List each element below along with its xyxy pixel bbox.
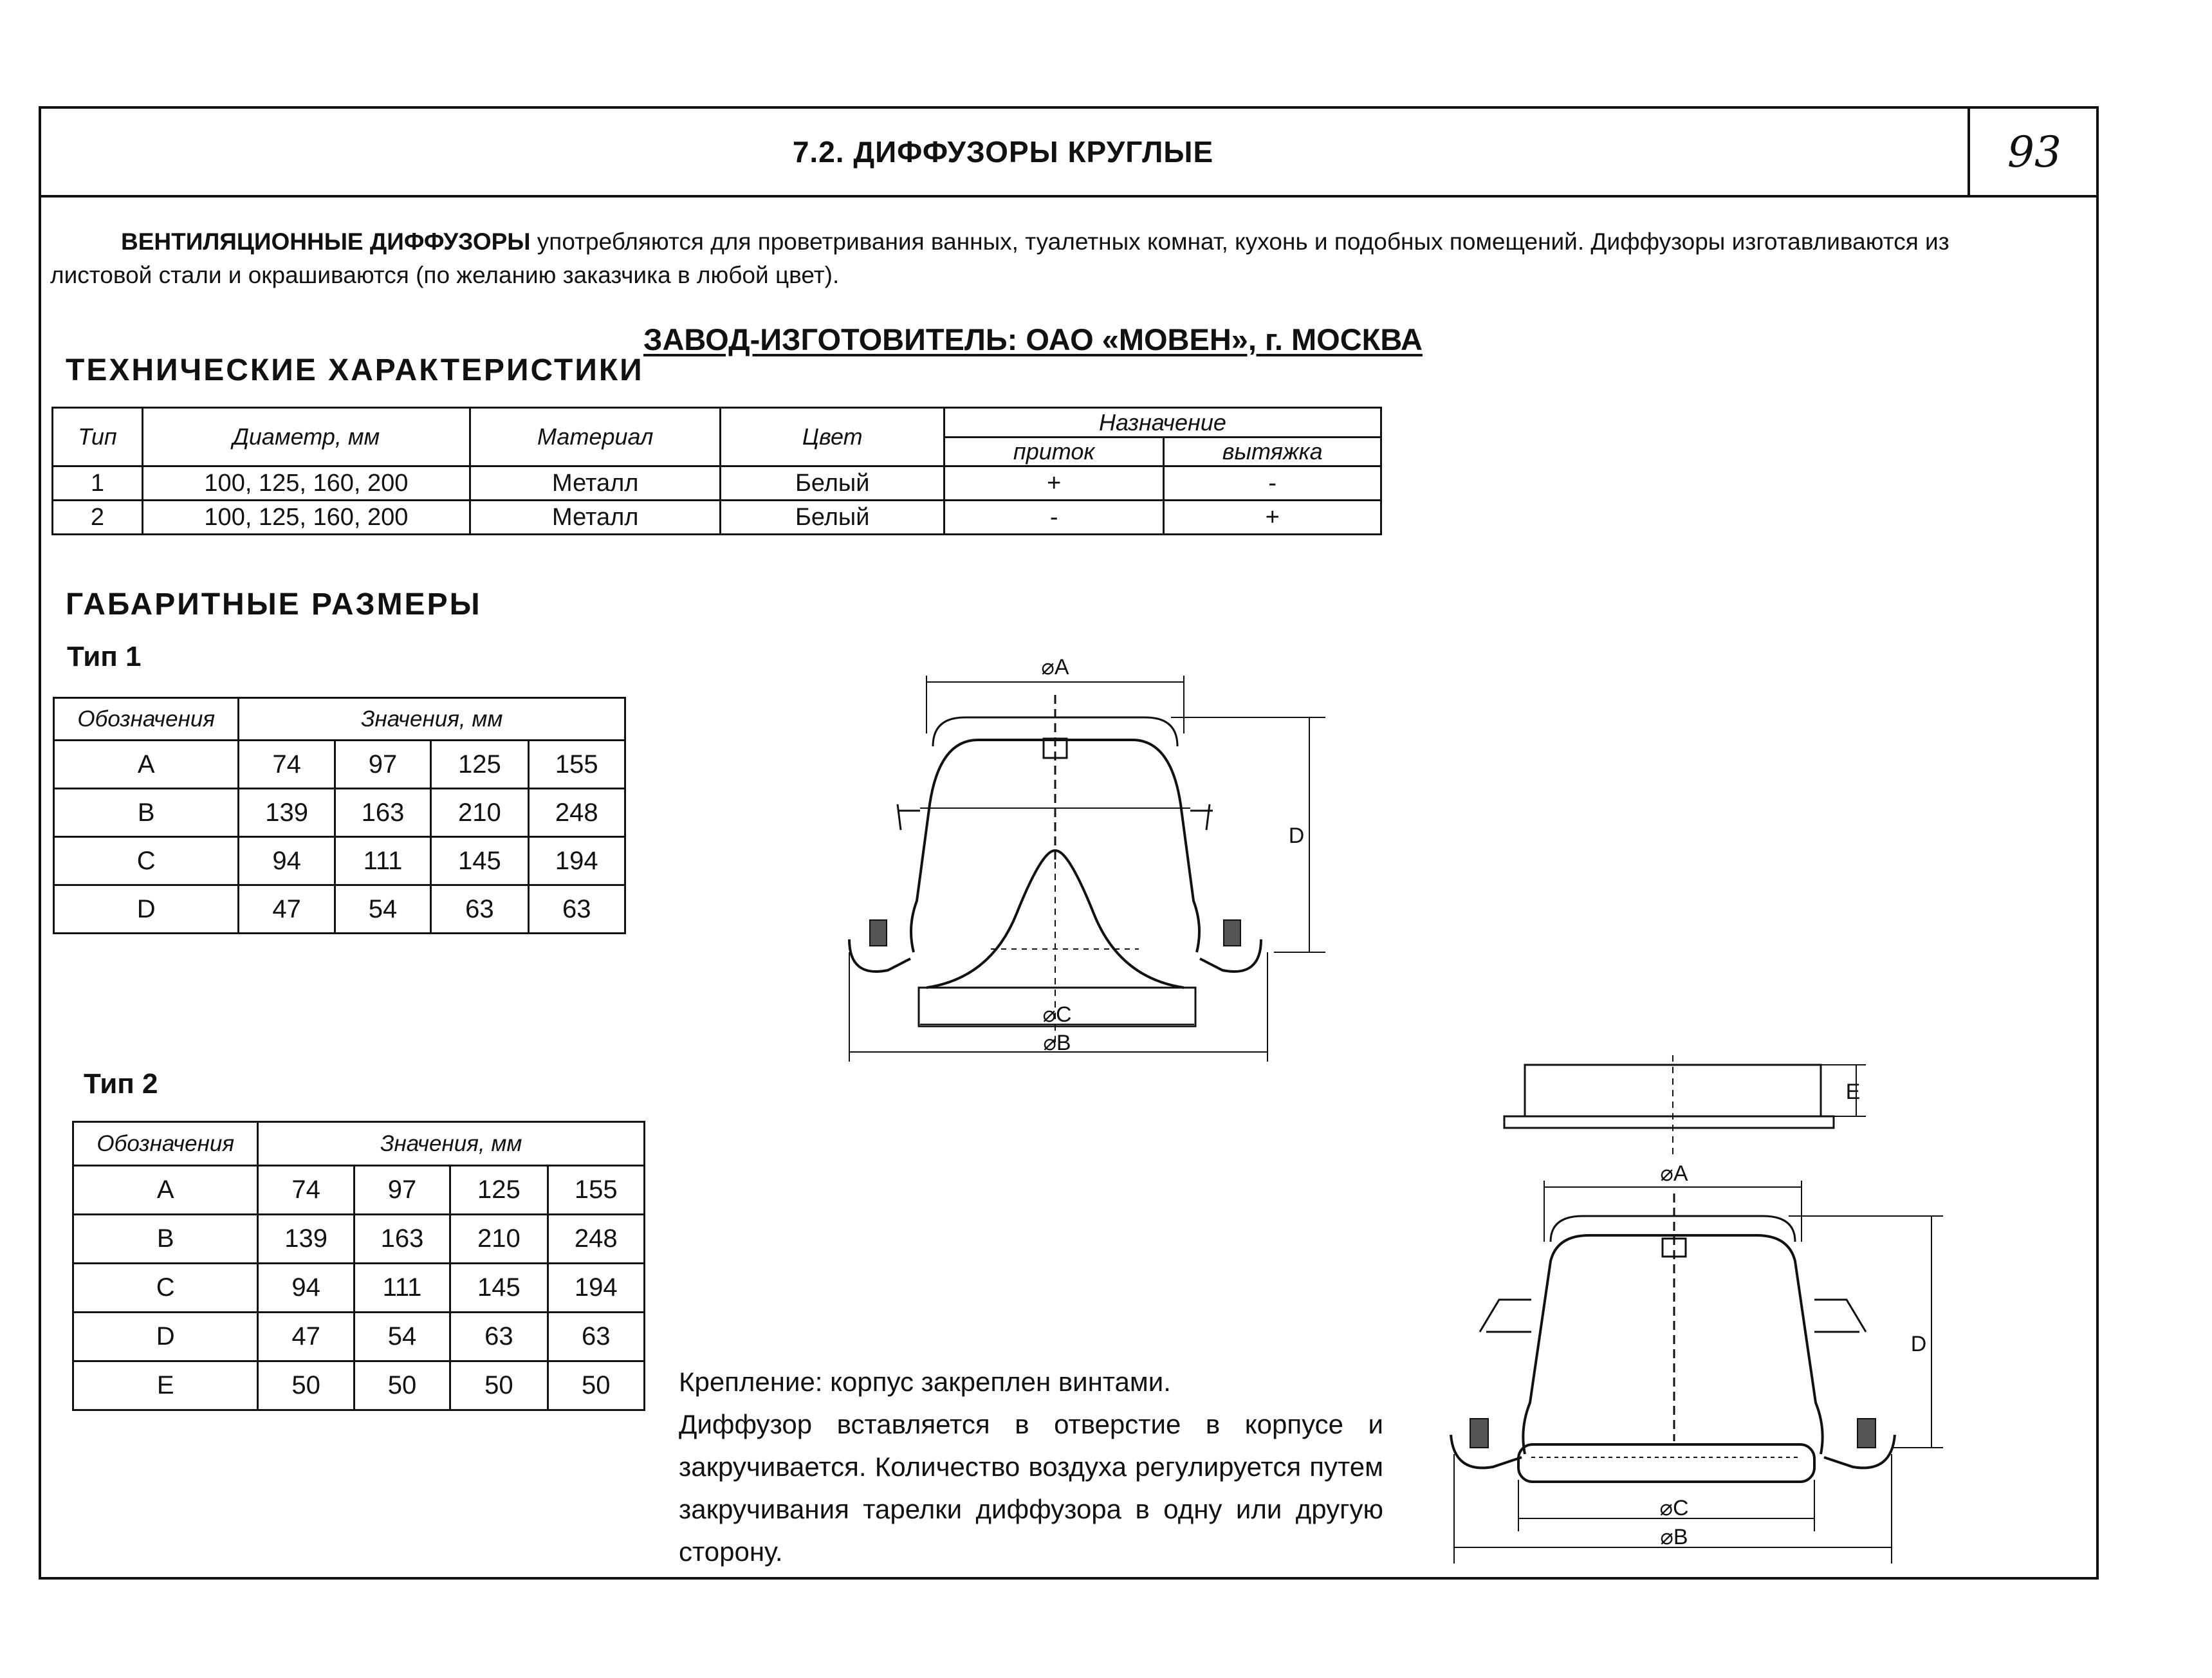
- tech-header-material: Материал: [470, 408, 721, 466]
- tech-header-diameter: Диаметр, мм: [142, 408, 470, 466]
- type1-col-label: Обозначения: [54, 698, 239, 741]
- value-cell: 74: [239, 741, 335, 789]
- value-cell: 63: [528, 885, 625, 934]
- row-label: B: [73, 1215, 258, 1264]
- tech-header-supply: приток: [944, 438, 1163, 466]
- value-cell: 97: [335, 741, 430, 789]
- mounting-note: [679, 1361, 1383, 1573]
- intro-lead: ВЕНТИЛЯЦИОННЫЕ ДИФФУЗОРЫ: [121, 228, 531, 255]
- value-cell: 145: [431, 837, 528, 885]
- label-b: ⌀B: [1043, 1031, 1071, 1055]
- value-cell: 194: [528, 837, 625, 885]
- tech-cell: Белый: [721, 501, 944, 535]
- value-cell: 125: [450, 1166, 548, 1215]
- label-c: ⌀C: [1042, 1002, 1072, 1027]
- table-row: [73, 1264, 645, 1313]
- value-cell: 54: [354, 1313, 450, 1361]
- tech-header-type: Тип: [53, 408, 143, 466]
- table-row: [73, 1361, 645, 1410]
- table-row: [73, 1166, 645, 1215]
- value-cell: 97: [354, 1166, 450, 1215]
- value-cell: 194: [548, 1264, 644, 1313]
- type2-col-values: Значения, мм: [258, 1122, 645, 1166]
- label-d-2: D: [1910, 1332, 1927, 1356]
- table-row: [54, 741, 625, 789]
- value-cell: 125: [431, 741, 528, 789]
- tech-cell: +: [944, 466, 1163, 501]
- value-cell: 94: [239, 837, 335, 885]
- value-cell: 63: [431, 885, 528, 934]
- manufacturer: ЗАВОД-ИЗГОТОВИТЕЛЬ: ОАО «МОВЕН», г. МОСКВА: [643, 322, 1423, 356]
- label-e: E: [1845, 1080, 1861, 1104]
- value-cell: 111: [335, 837, 430, 885]
- tech-cell: -: [944, 501, 1163, 535]
- value-cell: 210: [450, 1215, 548, 1264]
- tech-cell: Белый: [721, 466, 944, 501]
- dims-heading: ГАБАРИТНЫЕ РАЗМЕРЫ: [66, 587, 482, 622]
- tech-cell: Металл: [470, 501, 721, 535]
- type2-title: Тип 2: [84, 1068, 158, 1100]
- value-cell: 50: [548, 1361, 644, 1410]
- label-d: D: [1288, 824, 1305, 848]
- page-title: 7.2. ДИФФУЗОРЫ КРУГЛЫЕ: [792, 135, 1214, 169]
- table-row: [53, 501, 1381, 535]
- tech-cell: 100, 125, 160, 200: [142, 466, 470, 501]
- tech-cell: 1: [53, 466, 143, 501]
- value-cell: 94: [258, 1264, 354, 1313]
- table-row: [54, 885, 625, 934]
- type1-diffuser-drawing: [836, 656, 1351, 1081]
- row-label: C: [54, 837, 239, 885]
- table-row: [54, 837, 625, 885]
- row-label: D: [54, 885, 239, 934]
- tech-table: [51, 407, 1382, 535]
- tech-header-exhaust: вытяжка: [1164, 438, 1381, 466]
- tech-cell: +: [1164, 501, 1381, 535]
- row-label: E: [73, 1361, 258, 1410]
- value-cell: 139: [239, 789, 335, 837]
- type1-table: [53, 697, 626, 934]
- value-cell: 248: [528, 789, 625, 837]
- value-cell: 63: [450, 1313, 548, 1361]
- type2-col-label: Обозначения: [73, 1122, 258, 1166]
- value-cell: 248: [548, 1215, 644, 1264]
- value-cell: 47: [239, 885, 335, 934]
- value-cell: 50: [258, 1361, 354, 1410]
- page-number: 93: [2007, 127, 2061, 177]
- tech-cell: 2: [53, 501, 143, 535]
- value-cell: 155: [548, 1166, 644, 1215]
- tech-heading: ТЕХНИЧЕСКИЕ ХАРАКТЕРИСТИКИ: [66, 353, 644, 387]
- value-cell: 210: [431, 789, 528, 837]
- value-cell: 50: [354, 1361, 450, 1410]
- type1-col-values: Значения, мм: [239, 698, 625, 741]
- value-cell: 155: [528, 741, 625, 789]
- label-b-2: ⌀B: [1660, 1525, 1688, 1549]
- table-row: [73, 1215, 645, 1264]
- row-label: B: [54, 789, 239, 837]
- row-label: A: [54, 741, 239, 789]
- table-row: [53, 466, 1381, 501]
- tech-cell: Металл: [470, 466, 721, 501]
- note-line-1: Крепление: корпус закреплен винтами.: [679, 1367, 1171, 1397]
- value-cell: 145: [450, 1264, 548, 1313]
- tech-cell: -: [1164, 466, 1381, 501]
- type2-diffuser-drawing: [1441, 1055, 1956, 1570]
- value-cell: 74: [258, 1166, 354, 1215]
- value-cell: 50: [450, 1361, 548, 1410]
- value-cell: 63: [548, 1313, 644, 1361]
- tech-header-purpose: Назначение: [944, 408, 1381, 438]
- value-cell: 111: [354, 1264, 450, 1313]
- value-cell: 139: [258, 1215, 354, 1264]
- row-label: C: [73, 1264, 258, 1313]
- tech-cell: 100, 125, 160, 200: [142, 501, 470, 535]
- tech-header-color: Цвет: [721, 408, 944, 466]
- table-row: [54, 789, 625, 837]
- type1-title: Тип 1: [67, 641, 142, 672]
- label-a: ⌀A: [1041, 656, 1069, 679]
- row-label: A: [73, 1166, 258, 1215]
- intro-text: употребляются для проветривания ванных, туалетных комнат, кухонь и подобных помещений. Диффузоры изготавливаются из листовой стали и окрашиваются (по желанию заказчика в любой цвет).: [50, 228, 1949, 288]
- label-c-2: ⌀C: [1659, 1496, 1689, 1520]
- note-line-2: Диффузор вставляется в отверстие в корпусе и закручивается. Количество воздуха регулируется путем закручивания тарелки диффузора в одну или другую сторону.: [679, 1409, 1383, 1567]
- value-cell: 163: [354, 1215, 450, 1264]
- table-row: [73, 1313, 645, 1361]
- value-cell: 54: [335, 885, 430, 934]
- value-cell: 163: [335, 789, 430, 837]
- value-cell: 47: [258, 1313, 354, 1361]
- label-a-2: ⌀A: [1660, 1161, 1688, 1186]
- row-label: D: [73, 1313, 258, 1361]
- intro-paragraph: [50, 225, 2045, 292]
- type2-table: [72, 1121, 645, 1411]
